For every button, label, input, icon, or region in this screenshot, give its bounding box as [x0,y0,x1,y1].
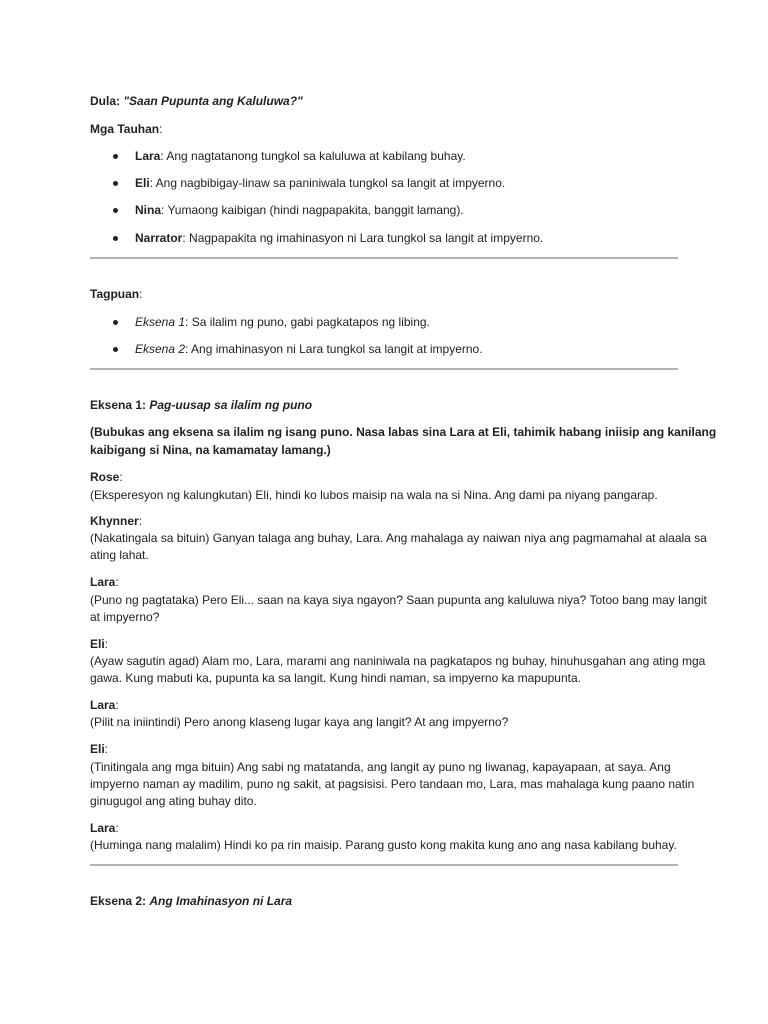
dialogue-line: (Huminga nang malalim) Hindi ko pa rin maisip. Parang gusto kong makita kung ano ang nasa kabilang buhay. [90,838,677,852]
section-divider [90,368,678,370]
dialogue-line: gawa. Kung mabuti ka, pupunta ka sa langit. Kung hindi naman, sa impyerno ka mapupunta. [90,671,581,685]
setting-heading: Tagpuan [90,287,140,301]
dialogue-line: (Puno ng pagtataka) Pero Eli... saan na kaya siya ngayon? Saan pupunta ang kaluluwa niya? Totoo bang may langit [90,593,707,607]
scene2-title: Ang Imahinasyon ni Lara [149,894,293,908]
dialogue-line: impyerno naman ay madilim, puno ng sakit, at pagsisisi. Pero tandaan mo, Lara, mas mahalaga kung paano natin [90,777,695,791]
bullet-icon [113,181,118,186]
dialogue-line: (Ayaw sagutin agad) Alam mo, Lara, marami ang naniniwala na pagkatapos ng buhay, hinuhusgahan ang ating mga [90,654,706,668]
speaker-line: Lara: [90,821,119,835]
setting-scene: Eksena 1 [135,315,186,329]
stage-direction-line: (Bubukas ang eksena sa ilalim ng isang puno. Nasa labas sina Lara at Eli, tahimik habang iniisip ang kanilang [90,425,717,439]
speaker-line: Eli: [90,637,109,651]
speaker-name: Eli [90,637,105,651]
character-name: Eli [135,176,150,190]
speaker-line: Lara: [90,698,119,712]
dialogue-line: ating lahat. [90,548,149,562]
speaker-line: Lara: [90,575,119,589]
speaker-name: Lara [90,575,116,589]
bullet-icon [113,347,118,352]
speaker-name: Rose [90,470,120,484]
setting-heading-line: Tagpuan: [90,287,143,301]
characters-heading: Mga Tauhan [90,122,160,136]
speaker-line: Rose: [90,470,123,484]
speaker-name: Lara [90,821,116,835]
bullet-icon [113,320,118,325]
characters-heading-line: Mga Tauhan: [90,122,163,136]
character-desc: : Ang nagbibigay-linaw sa paniniwala tungkol sa langit at impyerno. [149,176,506,190]
speaker-name: Lara [90,698,116,712]
setting-desc: : Sa ilalim ng puno, gabi pagkatapos ng libing. [185,315,430,329]
setting-scene: Eksena 2 [135,342,186,356]
play-title: "Saan Pupunta ang Kaluluwa?" [123,94,303,108]
setting-desc: : Ang imahinasyon ni Lara tungkol sa langit at impyerno. [185,342,483,356]
bullet-icon [113,208,118,213]
dialogue-line: (Tinitingala ang mga bituin) Ang sabi ng matatanda, ang langit ay puno ng liwanag, kapayapaan, at saya. Ang [90,760,671,774]
scene1-title: Pag-uusap sa ilalim ng puno [149,398,313,412]
stage-direction-line: kaibigang si Nina, na kamamatay lamang.) [90,443,331,457]
play-title-prefix: Dula: [90,94,124,108]
dialogue-line: (Pilit na iniintindi) Pero anong klaseng lugar kaya ang langit? At ang impyerno? [90,715,509,729]
dialogue-line: ginugugol ang ating buhay dito. [90,794,257,808]
section-divider [90,864,678,866]
dialogue-line: at impyerno? [90,610,160,624]
character-name: Narrator [135,231,183,245]
speaker-name: Eli [90,742,105,756]
bullet-icon [113,236,118,241]
scene1-heading [90,397,312,413]
character-name: Nina [135,203,162,217]
character-desc: : Ang nagtatanong tungkol sa kaluluwa at kabilang buhay. [160,149,466,163]
character-name: Lara [135,149,161,163]
scene1-label: Eksena 1: [90,398,150,412]
scene2-label: Eksena 2: [90,894,150,908]
section-divider [90,257,678,259]
speaker-line: Khynner: [90,514,143,528]
character-desc: : Yumaong kaibigan (hindi nagpapakita, banggit lamang). [161,203,464,217]
character-desc: : Nagpapakita ng imahinasyon ni Lara tungkol sa langit at impyerno. [182,231,544,245]
speaker-name: Khynner [90,514,139,528]
play-title-line [90,93,303,109]
speaker-line: Eli: [90,742,109,756]
scene2-heading [90,893,292,909]
dialogue-line: (Nakatingala sa bituin) Ganyan talaga ang buhay, Lara. Ang mahalaga ay naiwan niya ang pagmamahal at alaala sa [90,531,707,545]
dialogue-line: (Eksperesyon ng kalungkutan) Eli, hindi ko lubos maisip na wala na si Nina. Ang dami pa niyang pangarap. [90,488,658,502]
bullet-icon [113,154,118,159]
